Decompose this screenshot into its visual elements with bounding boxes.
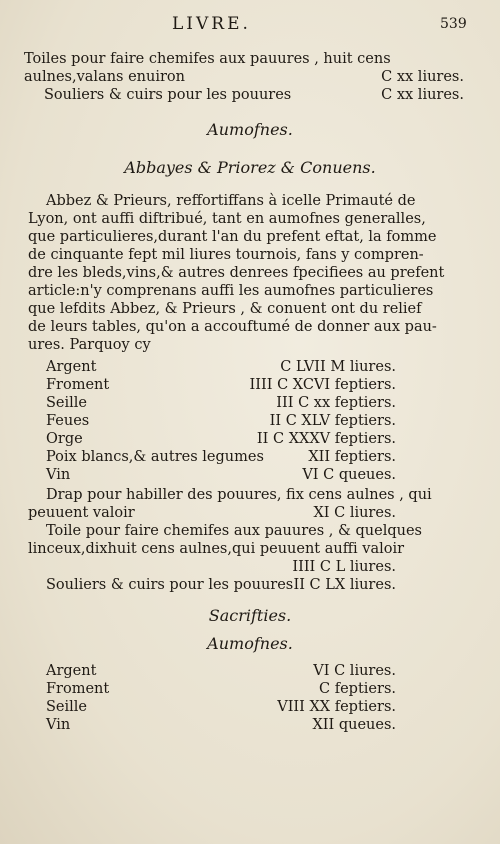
list-item: Orge II C XXXV feptiers. xyxy=(46,431,396,447)
list-item: Seille III C xx feptiers. xyxy=(46,395,396,411)
entry-line: IIII C L liures. xyxy=(292,559,396,575)
text-line: Toiles pour faire chemifes aux pauures , huit cens xyxy=(24,51,391,67)
list-item: Froment C feptiers. xyxy=(46,681,396,697)
section-heading: Aumofnes. xyxy=(207,634,293,653)
list-item: Vin XII queues. xyxy=(46,717,396,733)
text-line: linceux,dixhuit cens aulnes,qui peuuent auffi valoir xyxy=(28,541,405,557)
entry-line: peuuent valoir XI C liures. xyxy=(28,505,396,521)
list-item: Froment IIII C XCVI feptiers. xyxy=(46,377,396,393)
page-number: 539 xyxy=(440,16,467,32)
list-item: Poix blancs,& autres legumes XII feptiers. xyxy=(46,449,396,465)
section-heading: Aumofnes. xyxy=(207,120,293,139)
text-line: Toile pour faire chemifes aux pauures , & quelques xyxy=(46,523,422,539)
paragraph-line: dre les bleds,vins,& autres denrees fpecifiees au prefent xyxy=(28,265,445,281)
list-item: Feues II C XLV feptiers. xyxy=(46,413,396,429)
paragraph-line: que particulieres,durant l'an du prefent eftat, la fomme xyxy=(28,229,437,245)
list-item: Argent VI C liures. xyxy=(46,663,396,679)
section-heading: Sacrifties. xyxy=(208,606,292,625)
entry-line: aulnes,valans enuiron C xx liures. xyxy=(24,69,464,85)
paragraph-line: que lefdits Abbez, & Prieurs , & conuent ont du relief xyxy=(28,301,422,317)
paragraph-line: ures. Parquoy cy xyxy=(28,337,151,353)
text-line: Drap pour habiller des pouures, fix cens aulnes , qui xyxy=(46,487,432,503)
paragraph-line: Lyon, ont auffi diftribué, tant en aumofnes generalles, xyxy=(28,211,426,227)
list-item: Argent C LVII M liures. xyxy=(46,359,396,375)
running-title: LIVRE. xyxy=(172,14,251,34)
section-heading: Abbayes & Priorez & Conuens. xyxy=(124,158,376,177)
running-header xyxy=(0,14,500,36)
list-item: Vin VI C queues. xyxy=(46,467,396,483)
paragraph-line: de cinquante fept mil liures tournois, fans y compren- xyxy=(28,247,424,263)
paragraph-line: Abbez & Prieurs, reffortiffans à icelle Primauté de xyxy=(46,193,416,209)
paragraph-line: article:n'y comprenans auffi les aumofnes particulieres xyxy=(28,283,434,299)
paragraph-line: de leurs tables, qu'on a accouftumé de donner aux pau- xyxy=(28,319,437,335)
entry-line: Souliers & cuirs pour les pouures C xx liures. xyxy=(44,87,464,103)
list-item: Seille VIII XX feptiers. xyxy=(46,699,396,715)
list-item: Souliers & cuirs pour les pouures II C LX liures. xyxy=(46,577,396,593)
